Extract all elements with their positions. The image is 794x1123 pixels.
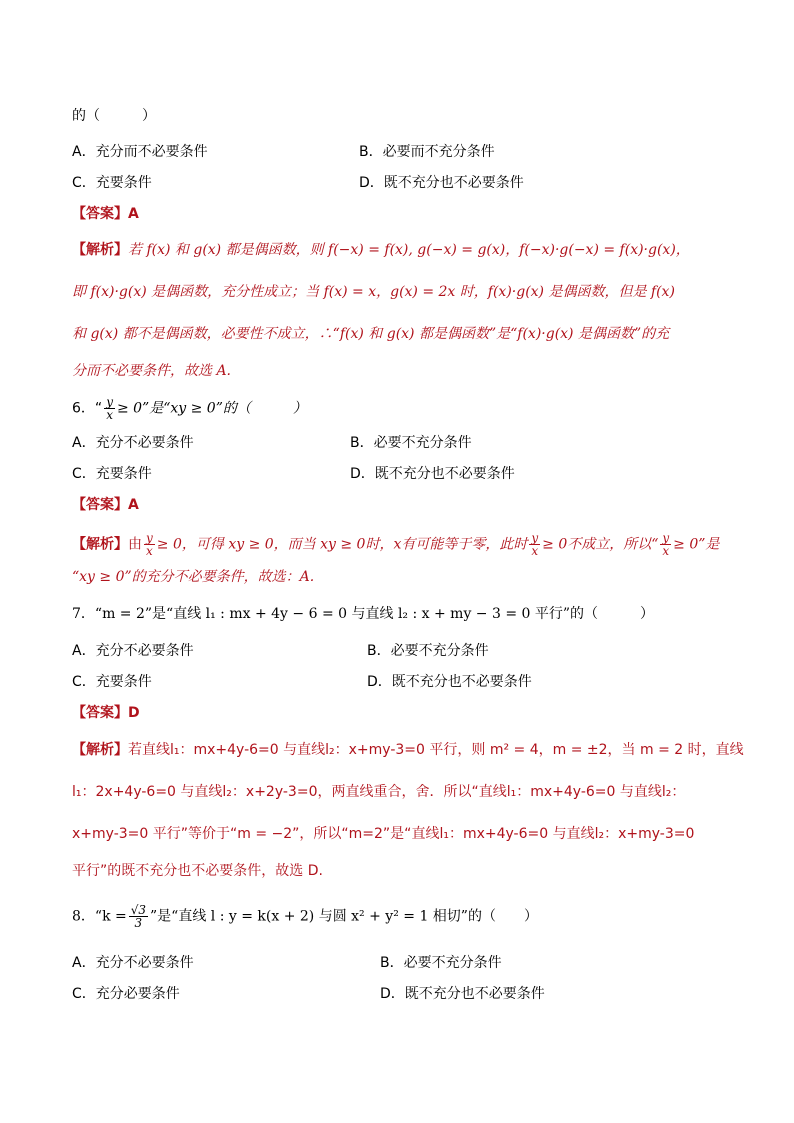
- q8-stem: [72, 904, 732, 929]
- analysis-line: [72, 271, 727, 313]
- numerator: y: [106, 395, 113, 409]
- numerator: y: [531, 531, 539, 545]
- analysis-text: ≥ 0，可得 xy ≥ 0，而当 xy ≥ 0时，x有可能等于零，此时: [156, 536, 528, 553]
- stem-text: 8．“k =: [72, 908, 127, 925]
- numerator: y: [146, 531, 153, 545]
- analysis-line: [72, 313, 727, 355]
- q6-option-d: D．既不充分也不必要条件: [350, 466, 515, 482]
- answer-value: A: [128, 497, 139, 513]
- analysis-text: x+my-3=0 平行”等价于“m = −2”，所以“m=2”是“直线l₁：mx+4y-6=0 与直线l₂：x+my-3=0: [72, 826, 695, 842]
- q7-option-c: C．充要条件: [72, 674, 152, 690]
- analysis-line: [72, 229, 727, 271]
- q5-analysis: [72, 229, 727, 387]
- q7-option-a: A．充分不必要条件: [72, 643, 194, 659]
- stem-text: ”是“直线 l : y = k(x + 2) 与圆 x² + y² = 1 相切”的（ ）: [150, 908, 538, 925]
- question-stem-tail: 的（ ）: [72, 108, 156, 124]
- stem-text: “: [94, 400, 103, 417]
- analysis-line: [72, 355, 727, 387]
- answer-label: 【答案】: [72, 497, 128, 513]
- q6-option-b: B．必要不充分条件: [350, 435, 472, 451]
- q5-option-d: D．既不充分也不必要条件: [359, 175, 524, 191]
- analysis-line: [72, 771, 727, 813]
- analysis-text: l₁：2x+4y-6=0 与直线l₂：x+2y-3=0，两直线重合，舍．所以“直线l₁：mx+4y-6=0 与直线l₂：: [72, 784, 686, 800]
- analysis-line: [72, 813, 727, 855]
- question-number: 6．: [72, 400, 95, 417]
- analysis-text: 若直线l₁：mx+4y-6=0 与直线l₂：x+my-3=0 平行，则 m² = 4，m = ±2，当 m = 2 时，直线: [128, 742, 744, 758]
- fraction: [144, 532, 155, 557]
- analysis-text: 和 g(x) 都不是偶函数，必要性不成立，∴“f(x) 和 g(x) 都是偶函数”是“f(x)·g(x) 是偶函数”的充: [72, 326, 670, 342]
- answer-label: 【答案】: [72, 206, 128, 222]
- q8-option-b: B．必要不充分条件: [380, 955, 502, 971]
- answer-value: A: [128, 206, 139, 222]
- q8-option-d: D．既不充分也不必要条件: [380, 986, 545, 1002]
- fraction: [104, 396, 115, 421]
- q5-answer: [72, 204, 732, 224]
- analysis-text: 即 f(x)·g(x) 是偶函数，充分性成立；当 f(x) = x，g(x) = 2x 时，f(x)·g(x) 是偶函数，但是 f(x): [72, 284, 675, 300]
- q7-analysis: [72, 729, 744, 887]
- q5-option-b: B．必要而不充分条件: [359, 144, 495, 160]
- analysis-label: 【解析】: [72, 536, 128, 553]
- q8-option-c: C．充分必要条件: [72, 986, 180, 1002]
- q6-option-a: A．充分不必要条件: [72, 435, 194, 451]
- analysis-text: 平行”的既不充分也不必要条件，故选 D.: [72, 863, 323, 879]
- denominator: 3: [134, 916, 143, 930]
- analysis-line: [72, 729, 744, 771]
- q7-option-d: D．既不充分也不必要条件: [367, 674, 532, 690]
- denominator: x: [106, 408, 113, 422]
- answer-label: 【答案】: [72, 705, 128, 721]
- denominator: x: [146, 544, 153, 558]
- analysis-text: ≥ 0不成立，所以“: [542, 536, 659, 553]
- denominator: x: [662, 544, 670, 558]
- numerator: y: [662, 531, 670, 545]
- q7-option-b: B．必要不充分条件: [367, 643, 489, 659]
- analysis-text: 由: [128, 536, 142, 553]
- answer-value: D: [128, 705, 140, 721]
- fraction: [129, 904, 148, 929]
- analysis-label: 【解析】: [72, 742, 128, 758]
- q6-analysis-line-1: [72, 532, 732, 557]
- q6-option-c: C．充要条件: [72, 466, 152, 482]
- q8-option-a: A．充分不必要条件: [72, 955, 194, 971]
- analysis-text: ≥ 0”是: [673, 536, 720, 553]
- q6-analysis-line-2: “xy ≥ 0”的充分不必要条件，故选：A.: [72, 569, 315, 585]
- denominator: x: [531, 544, 539, 558]
- analysis-line: [72, 855, 727, 887]
- analysis-label: 【解析】: [72, 242, 128, 258]
- fraction: [529, 532, 540, 557]
- q5-option-a: A．充分而不必要条件: [72, 144, 208, 160]
- analysis-text: 分而不必要条件，故选 A.: [72, 363, 232, 379]
- q5-option-c: C．充要条件: [72, 175, 152, 191]
- q7-answer: [72, 703, 732, 723]
- stem-text: ≥ 0”是“xy ≥ 0”的（ ）: [116, 400, 307, 417]
- q6-answer: [72, 495, 732, 515]
- numerator: √3: [130, 903, 147, 917]
- q7-stem: 7．“m = 2”是“直线 l₁ : mx + 4y − 6 = 0 与直线 l₂ : x + my − 3 = 0 平行”的（ ）: [72, 606, 655, 622]
- analysis-text: 若 f(x) 和 g(x) 都是偶函数，则 f(−x) = f(x), g(−x) = g(x)，f(−x)·g(−x) = f(x)·g(x)，: [128, 242, 690, 258]
- fraction: [660, 532, 671, 557]
- q6-stem: [72, 396, 732, 421]
